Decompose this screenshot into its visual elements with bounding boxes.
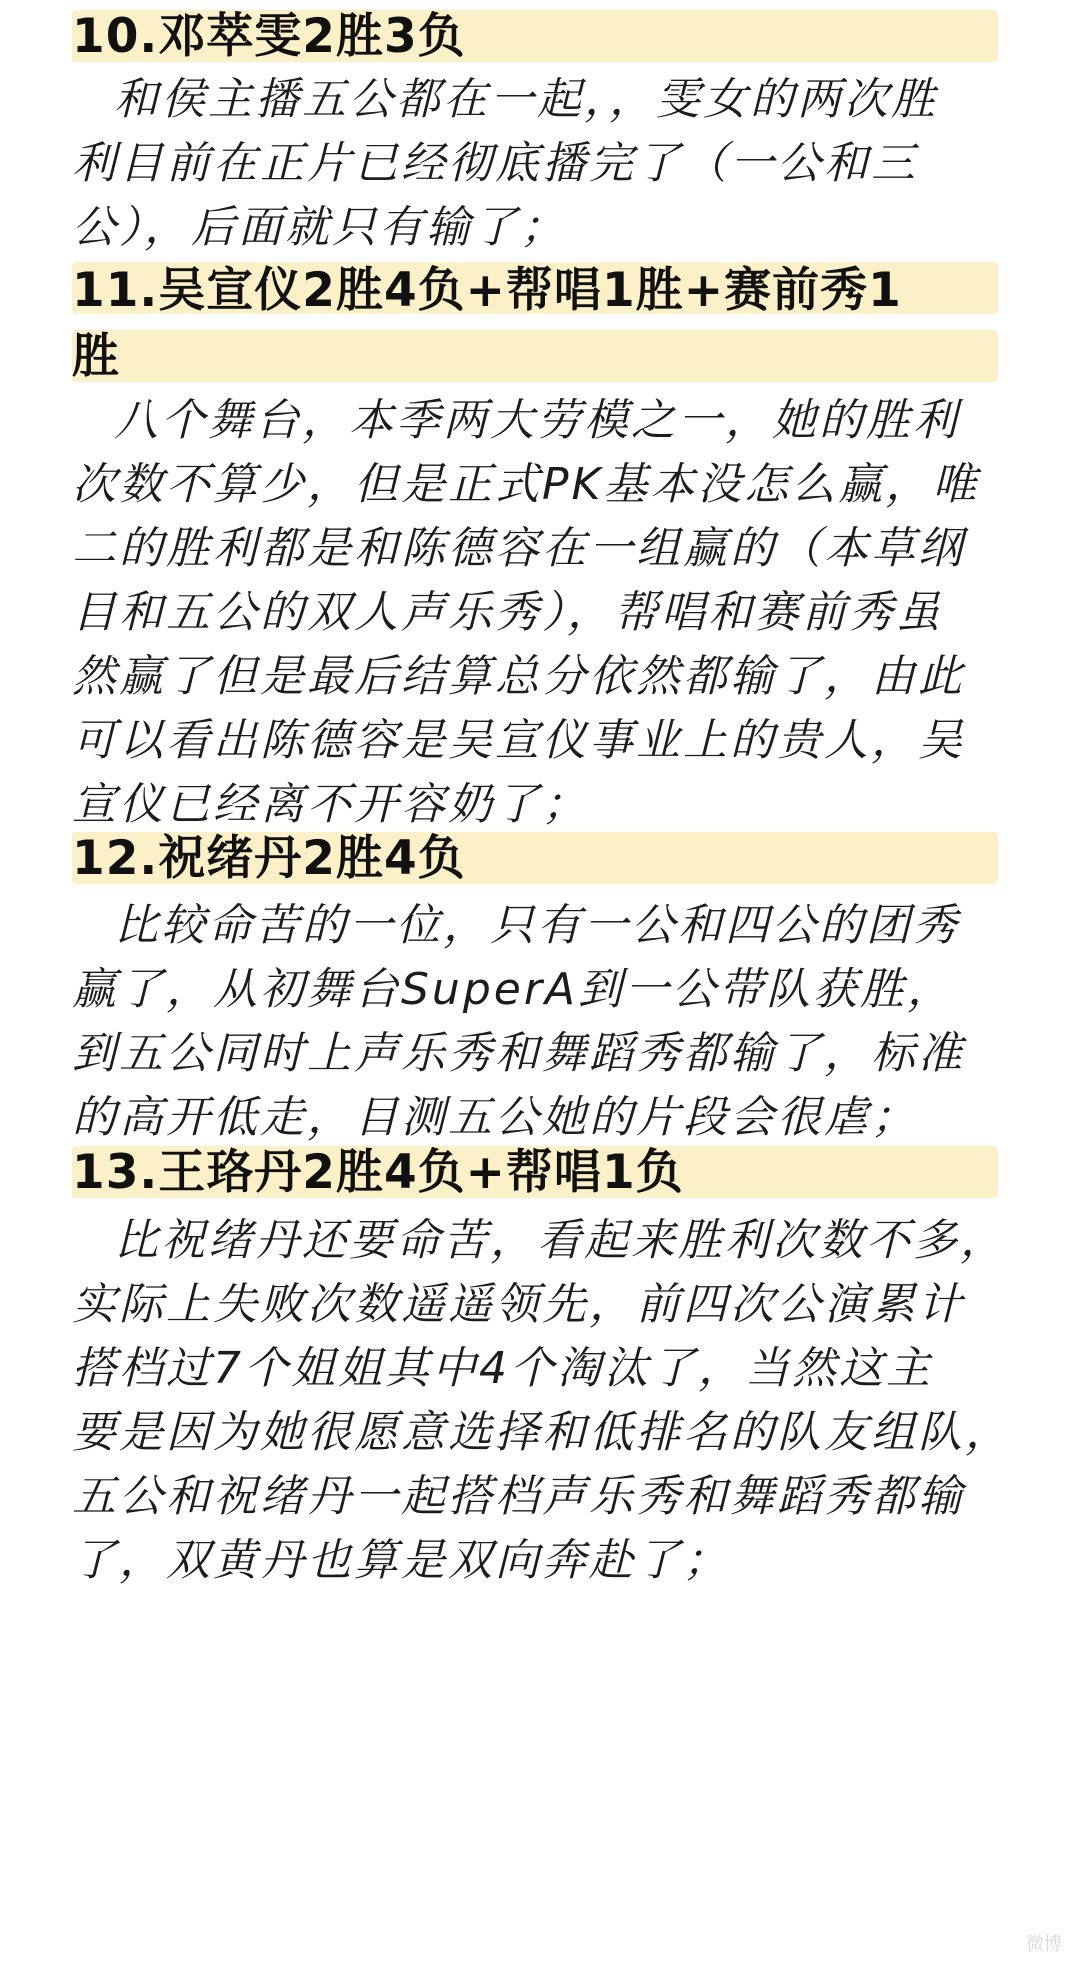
section-13-paragraph-line: 搭档过7个姐姐其中4个淘汰了，当然这主 [72,1343,933,1394]
section-12-paragraph-line: 比较命苦的一位，只有一公和四公的团秀 [114,900,960,951]
section-13-paragraph-line: 了，双黄丹也算是双向奔赴了； [72,1535,730,1586]
section-12-heading: 12.祝绪丹2胜4负 [72,831,466,886]
section-10-paragraph-line: 利目前在正片已经彻底播完了（一公和三 [72,138,918,189]
section-10-paragraph-line: 公），后面就只有输了； [72,202,567,253]
section-12-paragraph-line: 的高开低走，目测五公她的片段会很虐； [72,1092,918,1143]
section-10-heading: 10.邓萃雯2胜3负 [72,9,466,64]
section-11-heading-band-continued [72,330,998,382]
section-13-heading: 13.王珞丹2胜4负+帮唱1负 [72,1145,684,1200]
section-11-paragraph-line: 二的胜利都是和陈德容在一组赢的（本草纲 [72,523,965,574]
section-11-heading: 11.吴宣仪2胜4负+帮唱1胜+赛前秀1 [72,263,902,318]
watermark: 微博 [1026,1934,1062,1955]
section-13-paragraph-line: 要是因为她很愿意选择和低排名的队友组队， [72,1407,1012,1458]
section-11-paragraph-line: 然赢了但是最后结算总分依然都输了，由此 [72,651,965,702]
section-13-paragraph-line: 五公和祝绪丹一起搭档声乐秀和舞蹈秀都输 [72,1471,965,1522]
section-11-heading-continued: 胜 [72,329,120,384]
section-11-paragraph-line: 八个舞台，本季两大劳模之一，她的胜利 [114,395,960,446]
section-13-paragraph-line: 比祝绪丹还要命苦，看起来胜利次数不多， [114,1215,1007,1266]
section-11-paragraph-line: 可以看出陈德容是吴宣仪事业上的贵人，吴 [72,715,965,766]
section-11-paragraph-line: 宣仪已经离不开容奶了； [72,779,589,830]
section-12-paragraph-line: 赢了，从初舞台SuperA到一公带队获胜， [72,964,955,1015]
section-10-paragraph-line: 和侯主播五公都在一起，，雯女的两次胜 [114,74,938,125]
section-13-paragraph-line: 实际上失败次数遥遥领先，前四次公演累计 [72,1279,965,1330]
section-11-paragraph-line: 目和五公的双人声乐秀），帮唱和赛前秀虽 [72,587,943,638]
section-11-paragraph-line: 次数不算少，但是正式PK基本没怎么赢，唯 [72,459,980,510]
section-12-paragraph-line: 到五公同时上声乐秀和舞蹈秀都输了，标准 [72,1028,965,1079]
